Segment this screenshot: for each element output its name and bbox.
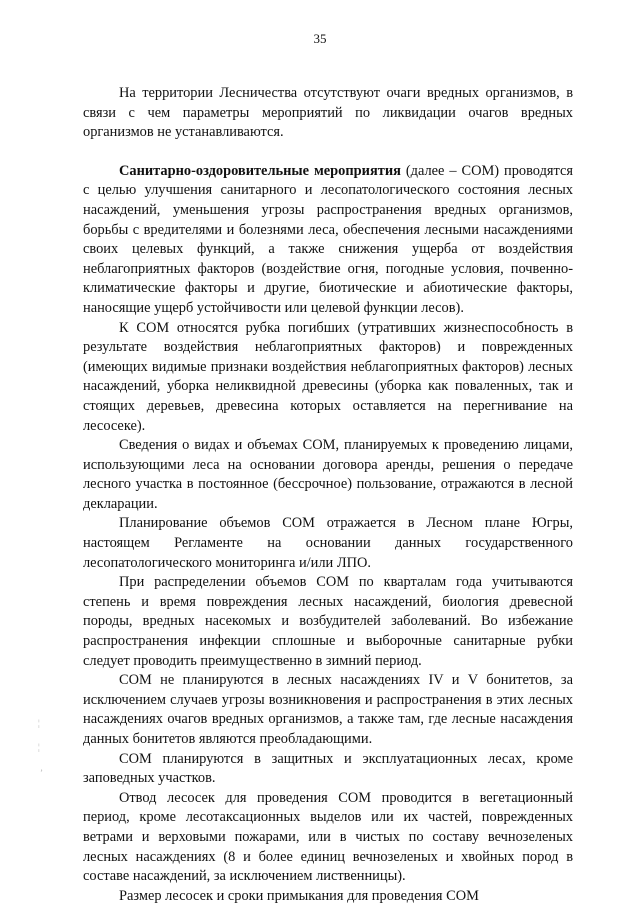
paragraph-text: СОМ планируются в защитных и эксплуатационных лесах, кроме заповедных участков. [83,750,573,787]
page-number: 35 [313,31,327,46]
paragraph-text: На территории Лесничества отсутствуют очаги вредных организмов, в связи с чем параметры мероприятий по ликвидации очагов вредных организмов не устанавливаются. [83,85,573,141]
paragraph-text: СОМ не планируются в лесных насаждениях IV и V бонитетов, за исключением случаев угрозы возникновения и распространения в этих лесных насаждениях очагов вредных организмов, а также там, где лесные насаждения данных бонитетов являются преобладающими. [83,672,573,747]
paragraph-text: К СОМ относятся рубка погибших (утративших жизнеспособность в результате воздействия неблагоприятных факторов) и поврежденных (имеющих видимые признаки воздействия неблагоприятных факторов) лесных насаждений, уборка неликвидной древесины (уборка как поваленных, так и стоящих деревьев, древесина которых оставляется на перегнивание на лесосеке). [83,319,573,434]
paragraph-text: Планирование объемов СОМ отражается в Лесном плане Югры, настоящем Регламенте на основании данных государственного лесопатологического мониторинга и/или ЛПО. [83,515,573,571]
paragraph-text: (далее – СОМ) проводятся с целью улучшения санитарного и лесопатологического состояния лесных насаждений, уменьшения угрозы распространения вредных организмов, борьбы с вредителями и болезнями леса, обеспечения лесными насаждениями своих целевых функций, а также снижения ущерба от воздействия неблагоприятных факторов (воздействие огня, погодные условия, почвенно-климатические факторы и другие, биотические и абиотические факторы, наносящие ущерб устойчивости или целевой функции лесов). [83,162,573,316]
paragraph-text: При распределении объемов СОМ по кварталам года учитываются степень и время повреждения лесных насаждений, биология древесной породы, вредных насекомых и возбудителей заболеваний. Во избежание распространения инфекции сплошные и выборочные санитарные рубки следует проводить преимущественно в зимний период. [83,574,573,669]
document-body [83,84,573,906]
paragraph [83,436,573,514]
paragraph [83,514,573,573]
paragraph-text: Размер лесосек и сроки примыкания для проведения СОМ [119,887,479,904]
paragraph [83,84,573,143]
scan-mark: ¦ [38,742,40,752]
paragraph-text: Отвод лесосек для проведения СОМ проводится в вегетационный период, кроме лесотаксационных выделов или их частей, поврежденных ветрами и верховыми пожарами, или в чистых по составу вечнозеленых лесных насаждениях (8 и более единиц вечнозеленых и хвойных пород в составе насаждений, за исключением лиственницы). [83,789,573,885]
paragraph [83,319,573,437]
scan-mark: ¦ [38,718,40,728]
paragraph-text: Сведения о видах и объемах СОМ, планируемых к проведению лицами, использующими леса на основании договора аренды, решения о передаче лесного участка в постоянное (бессрочное) пользование, отражаются в лесной декларации. [83,437,573,512]
paragraph-lead: Санитарно-оздоровительные мероприятия [119,162,401,179]
paragraph [83,671,573,749]
paragraph [83,573,573,671]
scan-mark: ʼ [40,768,43,778]
paragraph [83,789,573,887]
paragraph [83,750,573,789]
paragraph [83,887,573,906]
paragraph [83,162,573,319]
